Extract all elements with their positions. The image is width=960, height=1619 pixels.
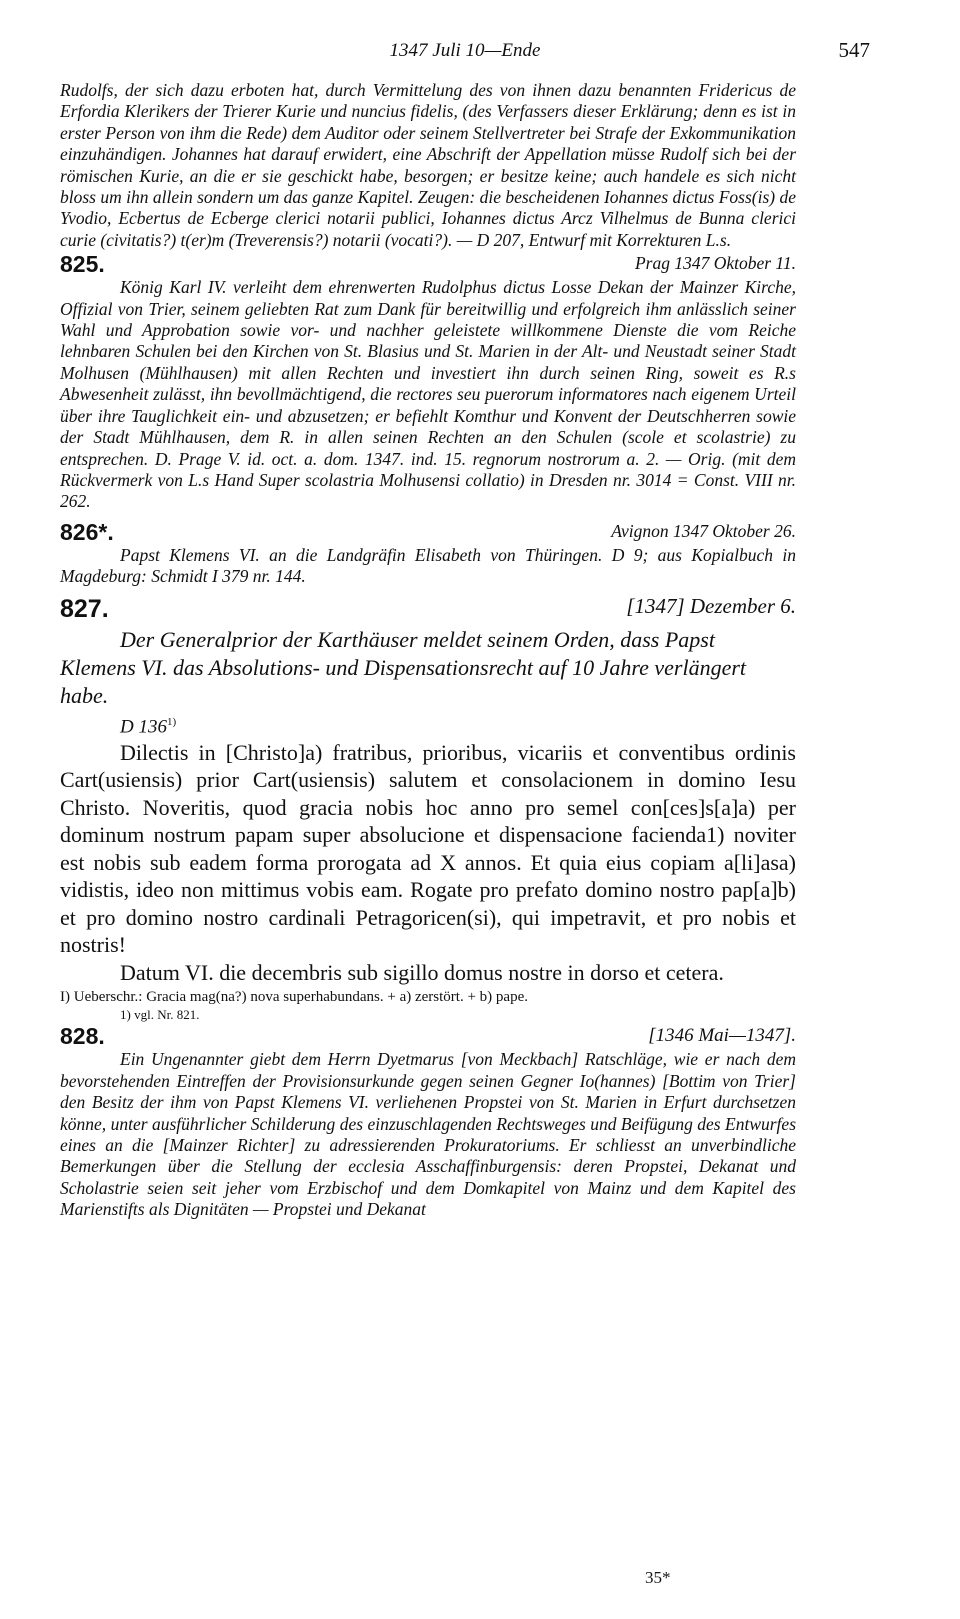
entry-827-body: Dilectis in [Christo]a) fratribus, prioribus, vicariis et conventibus ordinis Cart(usiensis) prior Cart(usiensis) salutem et consolacionem in domino Iesu Christo. Noveritis, quod gracia nobis hoc anno pro semel con[ces]s[a]a) per dominum nostrum papam super absolucione et dispensacione facienda1) noviter est nobis sub eadem forma prorogata ad X annos. Et quia eius copiam a[li]asa) vidistis, ideo non mittimus vobis eam. Rogate pro prefato domino nostro pap[a]b) et pro domino nostro cardinali Petragoricen(si), qui impetravit, et pro nobis et nostris!	[60, 739, 796, 958]
entry-828-head	[60, 1023, 796, 1049]
entry-827-footnote-1: I) Ueberschr.: Gracia mag(na?) nova superhabundans. + a) zerstört. + b) pape.	[60, 989, 528, 1006]
page-number: 547	[838, 38, 870, 62]
entry-828-text: Ein Ungenannter giebt dem Herrn Dyetmarus [von Meckbach] Ratschläge, wie er nach dem bevorstehenden Eintreffen der Provisionsurkunde gegen seinen Gegner Io(hannes) [Bottim von Trier] den Besitz der ihm von Papst Klemens VI. verliehenen Propstei von St. Marien in Erfurt durchsetzen könne, unter ausführlicher Schilderung des einzuschlagenden Rechtsweges und Beifügung des Entwurfes eines an die [Mainzer Richter] zu adressierenden Prokuratoriums. Er schliesst an unverbindliche Bemerkungen über die Stellung der ecclesia Asschaffinburgensis: deren Propstei, Dekanat und Scholastrie seien seit jeher vom Erzbischof und dem Domkapitel von Mainz und dem Kapitel des Marienstifts als Dignitäten — Propstei und Dekanat	[60, 1049, 796, 1220]
entry-826-text: Papst Klemens VI. an die Landgräfin Elisabeth von Thüringen. D 9; aus Kopialbuch in Magdeburg: Schmidt I 379 nr. 144.	[60, 544, 796, 587]
page-content	[60, 80, 796, 1221]
entry-826-number: 826*.	[60, 518, 114, 545]
entry-827-source-line	[60, 710, 796, 739]
entry-827-date: [1347] Dezember 6.	[626, 593, 796, 618]
entry-825-number: 825.	[60, 251, 105, 278]
entry-827-head	[60, 593, 796, 626]
running-title: 1347 Juli 10—Ende	[389, 40, 541, 61]
signature-mark: 35*	[645, 1568, 671, 1587]
entry-825-date: Prag 1347 Oktober 11.	[634, 253, 796, 274]
entry-827-source: D 136	[120, 715, 167, 737]
entry-826-date: Avignon 1347 Oktober 26.	[611, 520, 796, 541]
entry-826-head	[60, 519, 796, 545]
entry-827-footnote-2: 1) vgl. Nr. 821.	[120, 1007, 200, 1023]
entry-827-regest: Der Generalprior der Karthäuser meldet seinem Orden, dass Papst Klemens VI. das Absolutions- und Dispensationsrecht auf 10 Jahre verlängert habe.	[60, 626, 747, 708]
entry-828-number: 828.	[60, 1023, 105, 1050]
entry-827-datum: Datum VI. die decembris sub sigillo domus nostre in dorso et cetera.	[120, 959, 724, 985]
entry-828-date: [1346 Mai—1347].	[648, 1025, 796, 1047]
entry-827-number: 827.	[60, 594, 109, 623]
entry-825-head	[60, 251, 796, 277]
entry-824-continuation: Rudolfs, der sich dazu erboten hat, durch Vermittelung des von ihnen dazu benannten Fridericus de Erfordia Klerikers der Trierer Kurie und nuncius fidelis, (des Verfassers dieser Erklärung; denn es ist in erster Person von ihm die Rede) dem Auditor oder seinem Stellvertreter bei Strafe der Exkommunikation einzuhändigen. Johannes hat darauf erwidert, eine Abschrift der Appellation müsse Rudolf sich bei der römischen Kurie, an die er sie geschickt habe, besorgen; er besitze keine; auch handele es sich nicht bloss um ihn allein sondern um das ganze Kapitel. Zeugen: die bescheidenen Iohannes dictus Foss(is) de Yvodio, Ecbertus de Ecberge clerici notarii publici, Iohannes dictus Arcz Vilhelmus de Bunna clerici curie (civitatis?) t(er)m (Treverensis?) notarii (vocati?). — D 207, Entwurf mit Korrekturen L.s.	[60, 80, 796, 250]
entry-827-source-note: 1)	[166, 715, 177, 728]
running-head	[60, 38, 870, 68]
entry-825-text: König Karl IV. verleiht dem ehrenwerten Rudolphus dictus Losse Dekan der Mainzer Kirche, Offizial von Trier, seinem geliebten Rat zum Dank für bereitwillig und erfolgreich ihm anlässlich seiner Wahl und Approbation sowie vor- und nachher geleistete willkommene Dienste die vom Reiche lehnbaren Schulen bei den Kirchen von St. Blasius und St. Marien in der Alt- und Neustadt seiner Stadt Molhusen (Mühlhausen) mit allen Rechten und investiert ihn durch seinen Ring, soweit es R.s Abwesenheit zulässt, ihn bevollmächtigend, die rectores seu puerorum informatores nach eigenem Urteil über ihre Tauglichkeit ein- und abzusetzen; er befiehlt Komthur und Konvent der Deutschherren sowie der Stadt Mühlhausen, dem R. in allen seinen Rechten an den Schulen (scole et scolastrie) zu entsprechen. D. Prage V. id. oct. a. dom. 1347. ind. 15. regnorum nostrorum a. 2. — Orig. (mit dem Rückvermerk von L.s Hand Super scolastria Molhusensi collatio) in Dresden nr. 3014 = Const. VIII nr. 262.	[60, 277, 796, 512]
